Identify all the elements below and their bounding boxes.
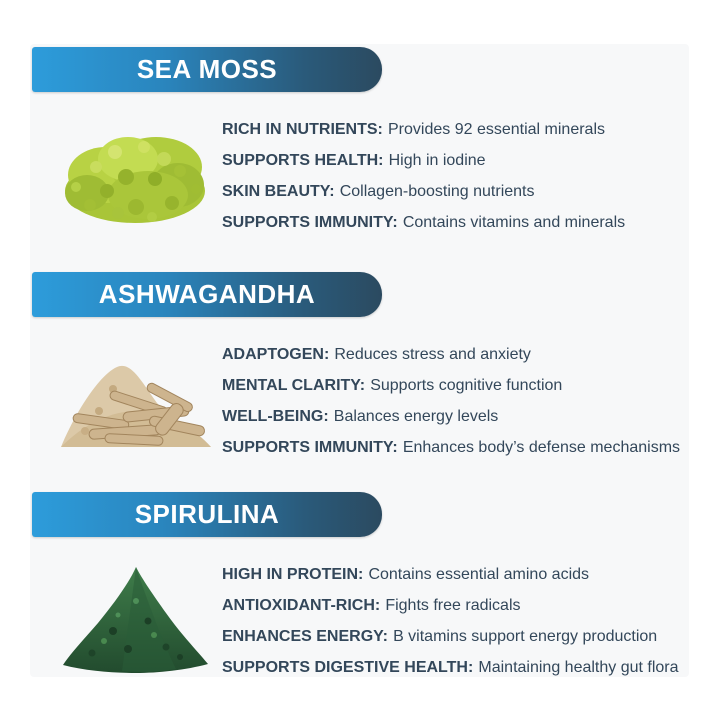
benefit-text: High in iodine bbox=[388, 152, 486, 169]
benefit-text: Supports cognitive function bbox=[370, 377, 563, 394]
benefit-item bbox=[222, 145, 625, 176]
sea-moss-content bbox=[30, 114, 689, 238]
spirulina-content bbox=[30, 559, 689, 683]
benefit-text: B vitamins support energy production bbox=[393, 628, 658, 645]
benefit-text: Contains vitamins and minerals bbox=[402, 214, 626, 231]
benefit-text: Fights free radicals bbox=[385, 597, 521, 614]
benefit-text: Contains essential amino acids bbox=[368, 566, 590, 583]
benefit-label: SUPPORTS IMMUNITY: bbox=[222, 214, 398, 231]
sea-moss-banner bbox=[32, 47, 382, 92]
section-ashwagandha bbox=[30, 272, 689, 463]
benefit-item bbox=[222, 559, 679, 590]
spirulina-icon bbox=[58, 561, 213, 676]
sea-moss-image bbox=[55, 114, 215, 232]
ashwagandha-image bbox=[55, 339, 215, 457]
benefit-label: SUPPORTS HEALTH: bbox=[222, 152, 384, 169]
sea-moss-title: SEA MOSS bbox=[136, 54, 278, 84]
spirulina-banner bbox=[32, 492, 382, 537]
benefit-text: Reduces stress and anxiety bbox=[334, 346, 531, 363]
benefit-item bbox=[222, 370, 680, 401]
spirulina-image bbox=[55, 559, 215, 677]
benefit-label: WELL-BEING: bbox=[222, 408, 329, 425]
infographic-card bbox=[30, 44, 689, 677]
sea-moss-benefit-list bbox=[222, 114, 625, 238]
benefit-item bbox=[222, 590, 679, 621]
benefit-item bbox=[222, 401, 680, 432]
sea-moss-icon bbox=[60, 117, 210, 229]
benefit-item bbox=[222, 207, 625, 238]
benefit-text: Enhances body’s defense mechanisms bbox=[402, 439, 681, 456]
benefit-item bbox=[222, 621, 679, 652]
section-spirulina bbox=[30, 492, 689, 683]
benefit-text: Maintaining healthy gut flora bbox=[478, 659, 679, 676]
benefit-label: HIGH IN PROTEIN: bbox=[222, 566, 364, 583]
ashwagandha-banner bbox=[32, 272, 382, 317]
benefit-item bbox=[222, 432, 680, 463]
benefit-label: SUPPORTS IMMUNITY: bbox=[222, 439, 398, 456]
benefit-text: Balances energy levels bbox=[333, 408, 499, 425]
ashwagandha-benefit-list bbox=[222, 339, 680, 463]
benefit-label: ENHANCES ENERGY: bbox=[222, 628, 388, 645]
benefit-label: RICH IN NUTRIENTS: bbox=[222, 121, 383, 138]
ashwagandha-content bbox=[30, 339, 689, 463]
benefit-label: SUPPORTS DIGESTIVE HEALTH: bbox=[222, 659, 474, 676]
section-sea-moss bbox=[30, 47, 689, 238]
benefit-label: SKIN BEAUTY: bbox=[222, 183, 335, 200]
benefit-text: Provides 92 essential minerals bbox=[388, 121, 605, 138]
spirulina-benefit-list bbox=[222, 559, 679, 683]
spirulina-title: SPIRULINA bbox=[134, 499, 280, 529]
ashwagandha-title: ASHWAGANDHA bbox=[98, 279, 316, 309]
ashwagandha-icon bbox=[55, 341, 215, 456]
benefit-label: ADAPTOGEN: bbox=[222, 346, 330, 363]
benefit-label: ANTIOXIDANT-RICH: bbox=[222, 597, 381, 614]
benefit-item bbox=[222, 652, 679, 683]
benefit-label: MENTAL CLARITY: bbox=[222, 377, 366, 394]
benefit-item bbox=[222, 339, 680, 370]
benefit-text: Collagen-boosting nutrients bbox=[339, 183, 535, 200]
benefit-item bbox=[222, 114, 625, 145]
benefit-item bbox=[222, 176, 625, 207]
